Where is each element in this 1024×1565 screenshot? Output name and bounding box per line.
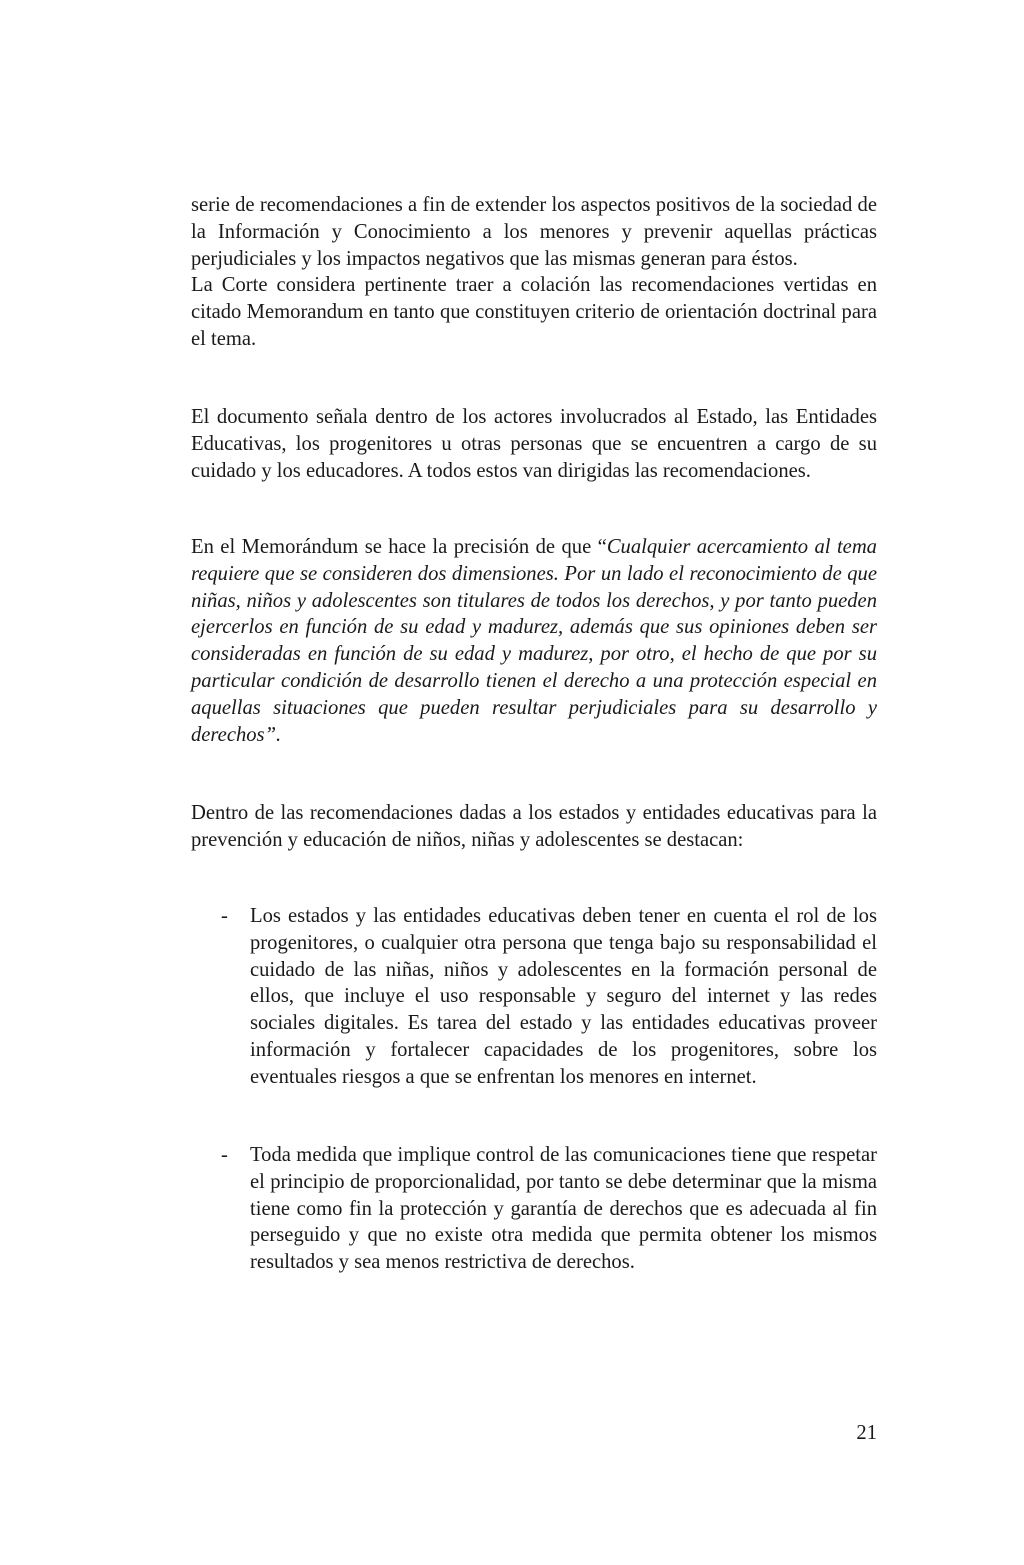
list-item-text: Los estados y las entidades educativas deben tener en cuenta el rol de los progenitores, o cualquier otra persona que tenga bajo su responsabilidad el cuidado de las niñas, niños y adolescentes en la formación personal de ellos, que incluye el uso responsable y seguro del internet y las redes sociales digitales. Es tarea del estado y las entidades educativas proveer información y fortalecer capacidades de los progenitores, sobre los eventuales riesgos a que se enfrentan los menores en internet. [250,905,877,1088]
quote-lead-text: En el Memorándum se hace la precisión de que “ [191,536,607,558]
paragraph-actors: El documento señala dentro de los actores involucrados al Estado, las Entidades Educativas, los progenitores u otras personas que se encuentren a cargo de su cuidado y los educadores. A todos estos van dirigidas las recomendaciones. [191,406,877,482]
paragraph-block-actors [191,404,877,484]
paragraph-corte-considera: La Corte considera pertinente traer a colación las recomendaciones vertidas en citado Memorandum en tanto que constituyen criterio de orientación doctrinal para el tema. [191,274,877,350]
page-number: 21 [856,1422,877,1444]
paragraph-block-memorandum [191,534,877,748]
bullet-dash-marker: - [221,905,228,927]
paragraph-recommendations-list-intro: Dentro de las recomendaciones dadas a los estados y entidades educativas para la prevención y educación de niños, niñas y adolescentes se destacan: [191,802,877,851]
paragraph-block-destacan [191,800,877,854]
quote-italic-text: Cualquier acercamiento al tema requiere que se consideren dos dimensiones. Por un lado el reconocimiento de que niñas, niños y adolescentes son titulares de todos los derechos, y por tanto pueden ejercerlos en función de su edad y madurez, además que sus opiniones deben ser consideradas en función de su edad y madurez, por otro, el hecho de que por su particular condición de desarrollo tienen el derecho a una protección especial en aquellas situaciones que pueden resultar perjudiciales para su desarrollo y derechos”. [191,536,877,746]
paragraph-recommendations-intro: serie de recomendaciones a fin de extender los aspectos positivos de la sociedad de la Información y Conocimiento a los menores y prevenir aquellas prácticas perjudiciales y los impactos negativos que las mismas generan para éstos. [191,194,877,270]
bullet-dash-marker: - [221,1144,228,1166]
paragraph-memorandum-quote [191,534,877,748]
list-item-text: Toda medida que implique control de las comunicaciones tiene que respetar el principio de proporcionalidad, por tanto se debe determinar que la misma tiene como fin la protección y garantía de derechos que es adecuada al fin perseguido y que no existe otra medida que permita obtener los mismos resultados y sea menos restrictiva de derechos. [250,1144,877,1274]
paragraph-block-intro [191,192,877,353]
